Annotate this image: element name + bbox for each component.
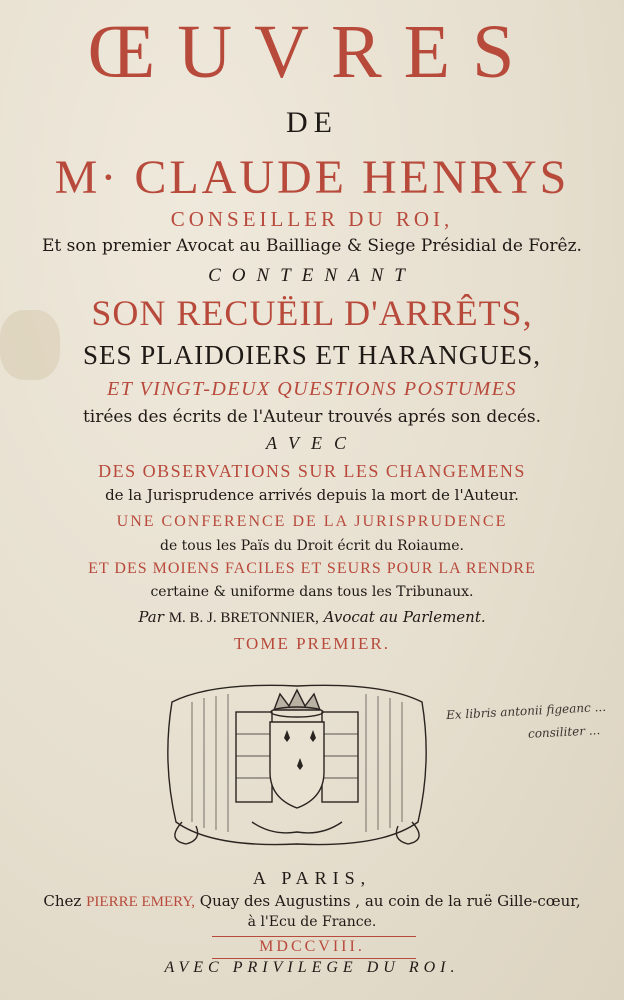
moiens-subtitle: certaine & uniforme dans tous les Tribunaux. [150, 584, 474, 600]
printer-name: PIERRE EMERY, [86, 894, 196, 910]
volume-label: TOME PREMIER. [233, 634, 391, 653]
plaidoiers-heading: SES PLAIDOIERS ET HARANGUES, [82, 340, 542, 370]
questions-subtitle: tirées des écrits de l'Auteur trouvés aprés son decés. [82, 407, 542, 427]
author-position: Et son premier Avocat au Bailliage & Siege Présidial de Forêz. [42, 236, 582, 256]
imprint-date: MDCCVIII. [259, 938, 365, 955]
author-title: CONSEILLER DU ROI, [170, 207, 454, 231]
printer-vignette [152, 672, 442, 852]
avec-heading: AVEC [265, 433, 359, 453]
recueil-heading: SON RECUËIL D'ARRÊTS, [91, 293, 533, 333]
title-de: DE [286, 106, 338, 139]
chez-label: Chez [43, 892, 82, 910]
editor-name: M. B. J. BRETONNIER, [168, 610, 319, 626]
handwritten-note: consiliter ... [527, 723, 601, 741]
moiens-heading: ET DES MOIENS FACILES ET SEURS POUR LA RENDRE [88, 560, 536, 577]
par-label: Par [138, 608, 164, 626]
editor-role: Avocat au Parlement. [323, 608, 486, 626]
questions-heading: ET VINGT-DEUX QUESTIONS POSTUMES [106, 378, 518, 400]
privilege-line: AVEC PRIVILEGE DU ROI. [164, 959, 460, 976]
observations-subtitle: de la Jurisprudence arrivés depuis la mort de l'Auteur. [105, 486, 519, 504]
handwritten-ex-libris: Ex libris antonii figeanc ... [445, 699, 607, 723]
coat-of-arms-engraving-icon [152, 672, 442, 852]
editor-line [0, 608, 624, 627]
contenant-heading: CONTENANT [208, 265, 416, 286]
conference-subtitle: de tous les Païs du Droit écrit du Roiaume. [159, 538, 464, 554]
observations-heading: DES OBSERVATIONS SUR LES CHANGEMENS [98, 461, 526, 481]
printer-address: Quay des Augustins , au coin de la ruë Gille-cœur, [199, 892, 581, 910]
conference-heading: UNE CONFERENCE DE LA JURISPRUDENCE [116, 513, 508, 530]
author-name: M· CLAUDE HENRYS [54, 151, 570, 204]
printer-sign: à l'Ecu de France. [247, 914, 377, 930]
date-rule-top [212, 936, 416, 937]
imprint-printer-line [0, 892, 624, 911]
main-title: ŒUVRES [87, 10, 537, 94]
imprint-place: A PARIS, [252, 868, 372, 888]
